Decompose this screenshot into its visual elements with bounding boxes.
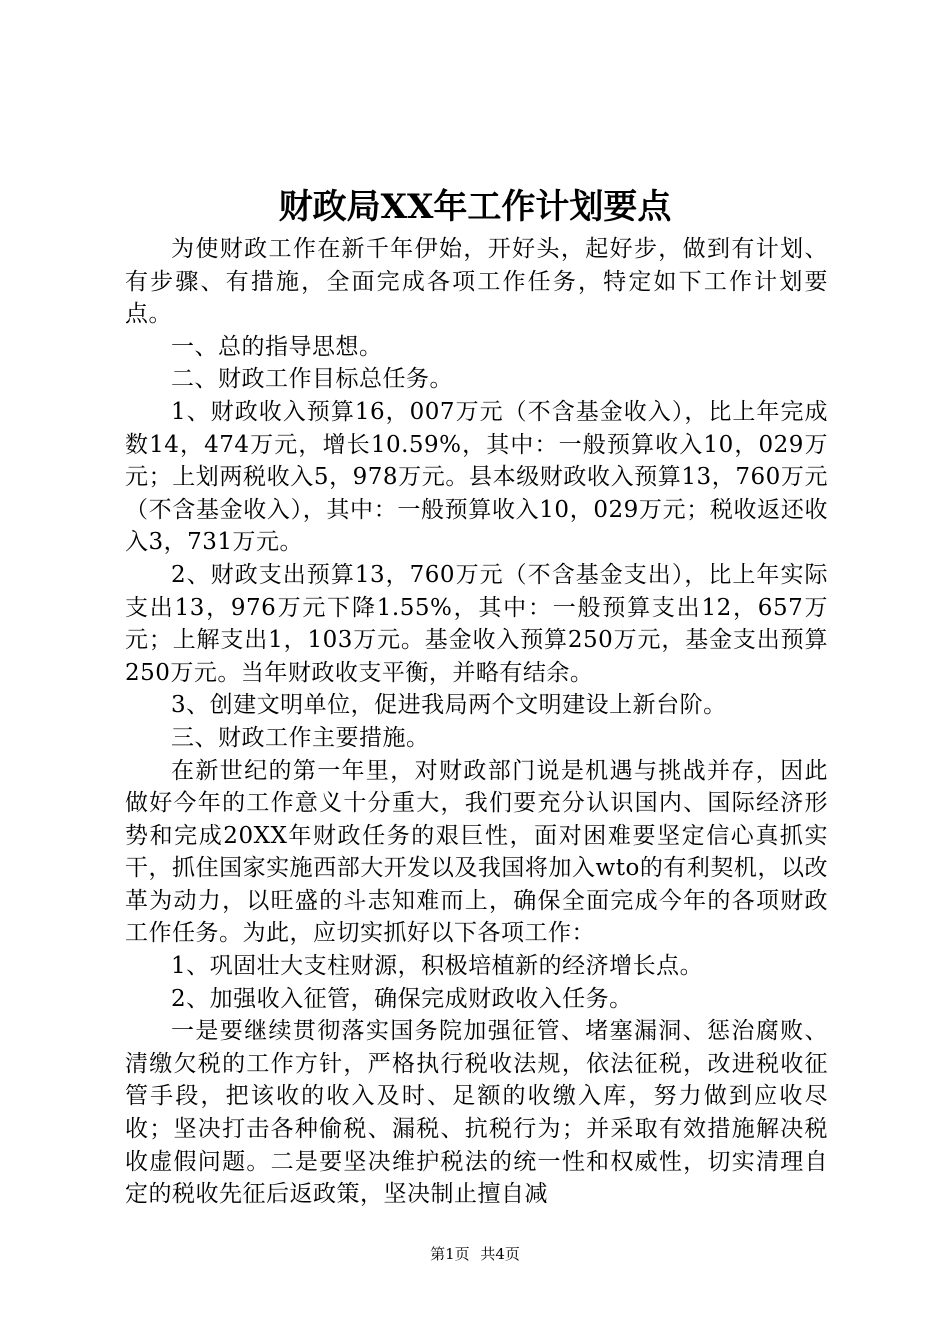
paragraph-measure-2-details: 一是要继续贯彻落实国务院加强征管、堵塞漏洞、惩治腐败、清缴欠税的工作方针，严格执行税收法规，依法征税，改进税收征管手段，把该收的收入及时、足额的收缴入库，努力做到应收尽收；坚决打击各种偷税、漏税、抗税行为；并采取有效措施解决税收虚假问题。二是要坚决维护税法的统一性和权威性，切实清理自定的税收先征后返政策，坚决制止擅自减 (125, 1018, 828, 1208)
paragraph-expenditure-budget: 2、财政支出预算13，760万元（不含基金支出），比上年实际支出13，976万元下降1.55%，其中：一般预算支出12，657万元；上解支出1，103万元。基金收入预算250万元，基金支出预算250万元。当年财政收支平衡，并略有结余。 (125, 561, 828, 686)
paragraph-section-2-heading: 二、财政工作目标总任务。 (171, 366, 453, 393)
document-body (125, 233, 828, 1211)
document-title: 财政局XX年工作计划要点 (278, 187, 672, 227)
paragraph-civilized-unit: 3、创建文明单位，促进我局两个文明建设上新台阶。 (171, 692, 727, 719)
paragraph-measure-1: 1、巩固壮大支柱财源，积极培植新的经济增长点。 (171, 953, 704, 980)
page-footer (0, 1244, 950, 1264)
paragraph-measure-2: 2、加强收入征管，确保完成财政收入任务。 (171, 985, 633, 1012)
paragraph-section-3-heading: 三、财政工作主要措施。 (171, 724, 430, 751)
paragraph-section-1-heading: 一、总的指导思想。 (171, 333, 383, 360)
paragraph-revenue-budget: 1、财政收入预算16，007万元（不含基金收入），比上年完成数14，474万元，增长10.59%，其中：一般预算收入10，029万元；上划两税收入5，978万元。县本级财政收入预算13，760万元（不含基金收入），其中：一般预算收入10，029万元；税收返还收入3，731万元。 (125, 398, 828, 556)
page-total: 共4页 (480, 1245, 520, 1263)
paragraph-intro: 为使财政工作在新千年伊始，开好头，起好步，做到有计划、有步骤、有措施，全面完成各项工作任务，特定如下工作计划要点。 (125, 236, 828, 328)
page-number: 第1页 (430, 1245, 470, 1263)
paragraph-new-century: 在新世纪的第一年里，对财政部门说是机遇与挑战并存，因此做好今年的工作意义十分重大，我们要充分认识国内、国际经济形势和完成20XX年财政任务的艰巨性，面对困难要坚定信心真抓实干，抓住国家实施西部大开发以及我国将加入wto的有利契机，以改革为动力，以旺盛的斗志知难而上，确保全面完成今年的各项财政工作任务。为此，应切实抓好以下各项工作： (125, 757, 828, 947)
